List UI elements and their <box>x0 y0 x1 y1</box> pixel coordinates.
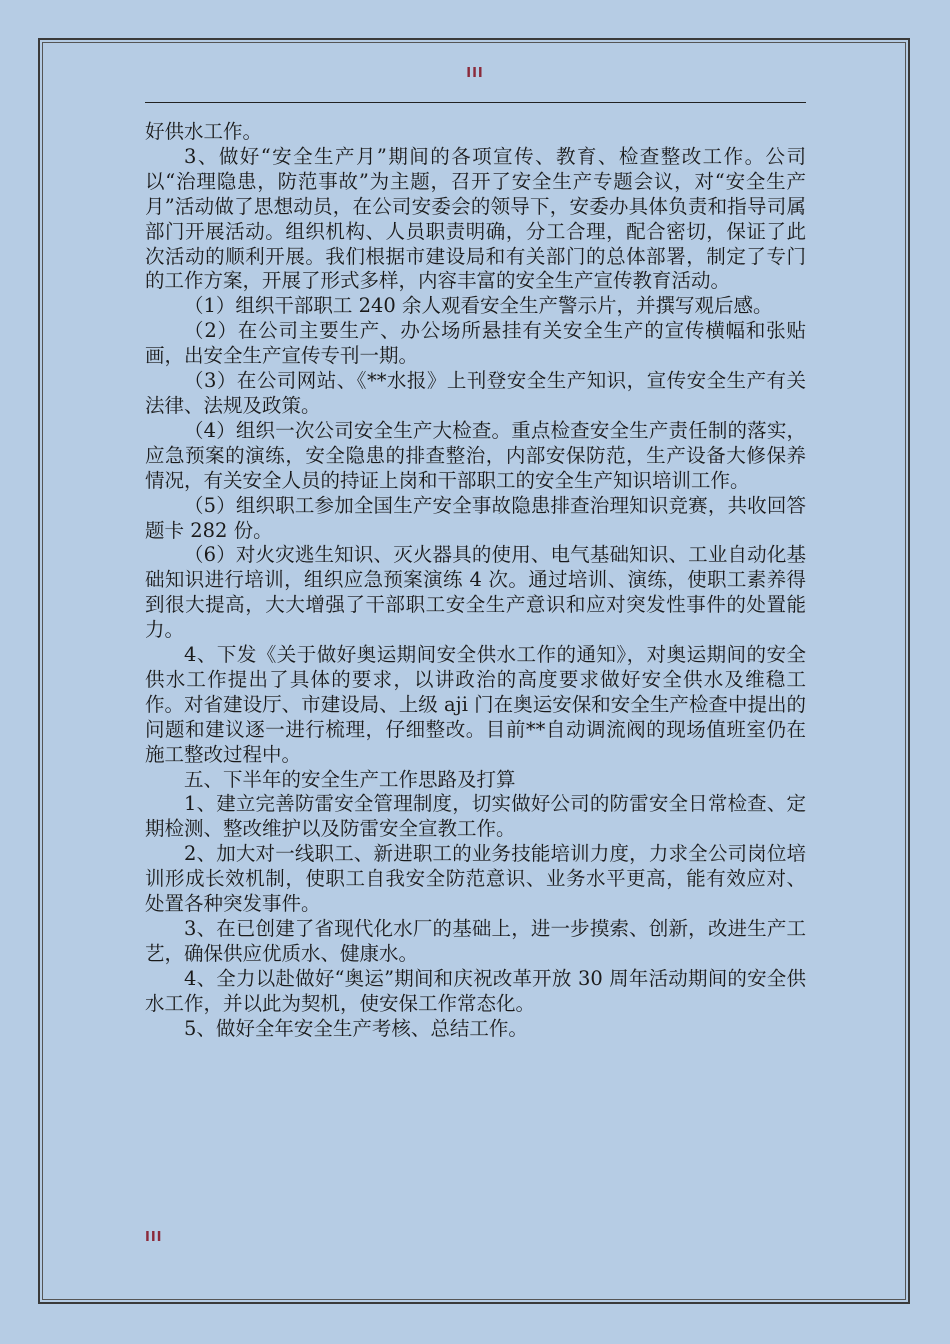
paragraph: 4、全力以赴做好“奥运”期间和庆祝改革开放 30 周年活动期间的安全供水工作，并以此为契机，使安保工作常态化。 <box>145 966 806 1015</box>
paragraph: 1、建立完善防雷安全管理制度，切实做好公司的防雷安全日常检查、定期检测、整改维护以及防雷安全宣教工作。 <box>145 792 806 841</box>
paragraph: 好供水工作。 <box>145 120 263 143</box>
paragraph: 3、做好“安全生产月”期间的各项宣传、教育、检查整改工作。公司以“治理隐患，防范事故”为主题，召开了安全生产专题会议，对“安全生产月”活动做了思想动员，在公司安委会的领导下，安委办具体负责和指导司属部门开展活动。组织机构、人员职责明确，分工合理，配合密切，保证了此次活动的顺利开展。我们根据市建设局和有关部门的总体部署，制定了专门的工作方案，开展了形式多样，内容丰富的安全生产宣传教育活动。 <box>145 144 806 293</box>
paragraph: （6）对火灾逃生知识、灭火器具的使用、电气基础知识、工业自动化基础知识进行培训，组织应急预案演练 4 次。通过培训、演练，使职工素养得到很大提高，大大增强了干部职工安全生产意识和应对突发性事件的处置能力。 <box>145 543 806 642</box>
header-divider <box>145 102 806 103</box>
paragraph: 5、做好全年安全生产考核、总结工作。 <box>184 1016 528 1040</box>
paragraph: 4、下发《关于做好奥运期间安全供水工作的通知》，对奥运期间的安全供水工作提出了具体的要求，以讲政治的高度要求做好安全供水及维稳工作。对省建设厅、市建设局、上级 aji 门在奥运安保和安全生产检查中提出的问题和建议逐一进行梳理，仔细整改。目前**自动调流阀的现场值班室仍在施工整改过程中。 <box>145 643 806 766</box>
document-body <box>145 120 806 1042</box>
footer-mark: III <box>145 1230 163 1245</box>
paragraph: 3、在已创建了省现代化水厂的基础上，进一步摸索、创新，改进生产工艺，确保供应优质水、健康水。 <box>145 917 806 965</box>
paragraph: （1）组织干部职工 240 余人观看安全生产警示片，并撰写观后感。 <box>184 294 773 318</box>
section-heading: 五、下半年的安全生产工作思路及打算 <box>184 767 516 791</box>
paragraph: （2）在公司主要生产、办公场所悬挂有关安全生产的宣传横幅和张贴画，出安全生产宣传专刊一期。 <box>145 319 806 368</box>
header-mark: III <box>466 66 484 81</box>
paragraph: 2、加大对一线职工、新进职工的业务技能培训力度，力求全公司岗位培训形成长效机制，使职工自我安全防范意识、业务水平更高，能有效应对、处置各种突发事件。 <box>145 842 806 916</box>
paragraph: （3）在公司网站、《**水报》上刊登安全生产知识，宣传安全生产有关法律、法规及政策。 <box>145 369 806 417</box>
paragraph: （4）组织一次公司安全生产大检查。重点检查安全生产责任制的落实，应急预案的演练，安全隐患的排查整治，内部安保防范，生产设备大修保养情况，有关安全人员的持证上岗和干部职工的安全生产知识培训工作。 <box>145 418 806 492</box>
paragraph: （5）组织职工参加全国生产安全事故隐患排查治理知识竞赛，共收回答题卡 282 份。 <box>145 493 806 542</box>
